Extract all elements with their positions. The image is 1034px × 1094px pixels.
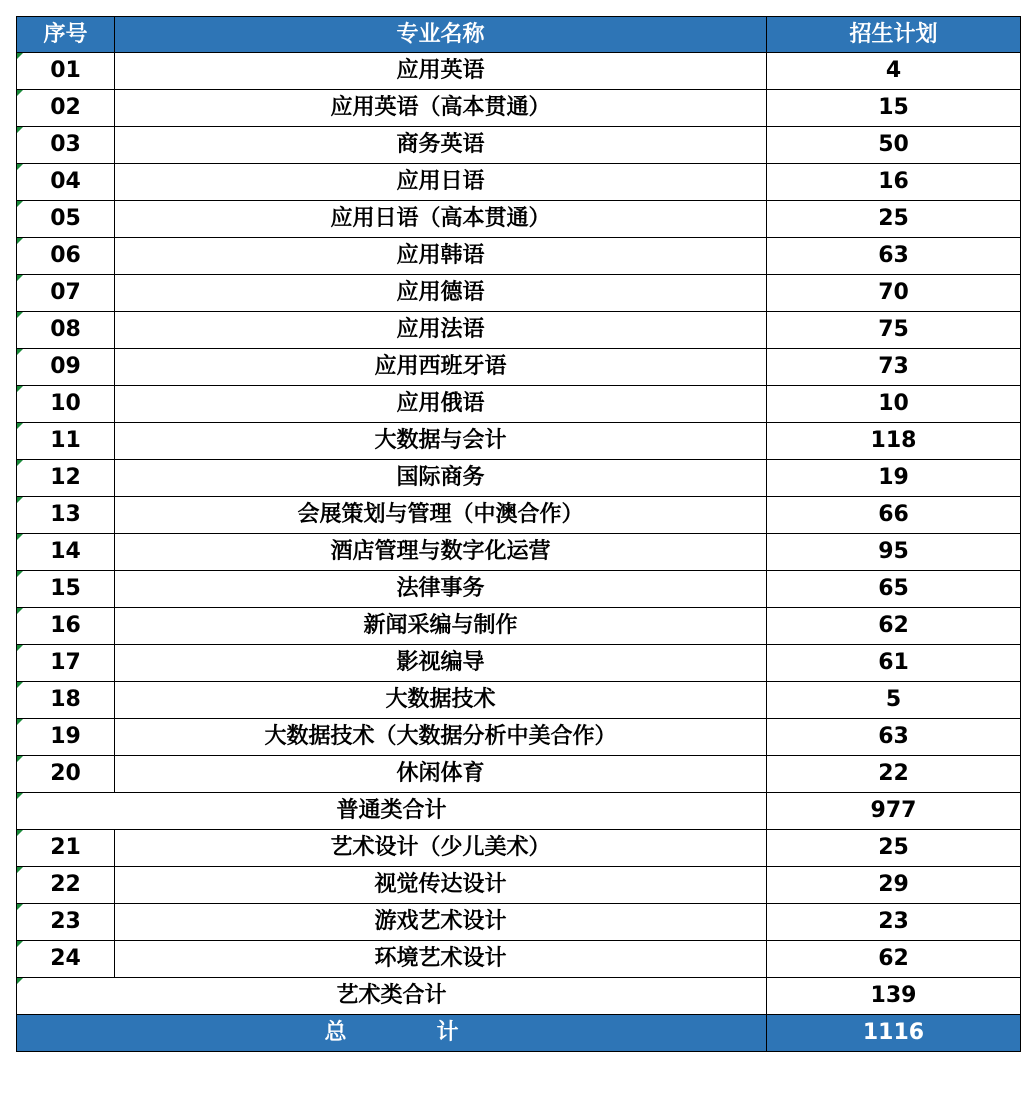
row-major-name: 会展策划与管理（中澳合作） [115, 497, 767, 534]
row-plan: 25 [767, 201, 1021, 238]
table-row [17, 127, 1021, 164]
row-plan: 22 [767, 756, 1021, 793]
row-seq: 15 [17, 571, 115, 608]
table-row [17, 941, 1021, 978]
row-seq: 07 [17, 275, 115, 312]
row-major-name: 应用韩语 [115, 238, 767, 275]
row-major-name: 应用日语 [115, 164, 767, 201]
row-plan: 10 [767, 386, 1021, 423]
row-major-name: 应用西班牙语 [115, 349, 767, 386]
table-row [17, 830, 1021, 867]
row-seq: 12 [17, 460, 115, 497]
row-plan: 95 [767, 534, 1021, 571]
row-seq: 09 [17, 349, 115, 386]
row-plan: 70 [767, 275, 1021, 312]
row-seq: 14 [17, 534, 115, 571]
row-major-name: 游戏艺术设计 [115, 904, 767, 941]
header-seq: 序号 [17, 17, 115, 53]
table-row [17, 90, 1021, 127]
row-plan: 61 [767, 645, 1021, 682]
table-row [17, 349, 1021, 386]
row-seq: 04 [17, 164, 115, 201]
table-row [17, 460, 1021, 497]
table-row [17, 238, 1021, 275]
row-seq: 23 [17, 904, 115, 941]
row-plan: 63 [767, 719, 1021, 756]
header-enrollment-plan: 招生计划 [767, 17, 1021, 53]
row-seq: 16 [17, 608, 115, 645]
table-row [17, 904, 1021, 941]
row-major-name: 应用德语 [115, 275, 767, 312]
row-major-name: 大数据技术 [115, 682, 767, 719]
row-plan: 19 [767, 460, 1021, 497]
row-seq: 08 [17, 312, 115, 349]
table-row [17, 497, 1021, 534]
row-seq: 03 [17, 127, 115, 164]
row-seq: 22 [17, 867, 115, 904]
row-plan: 15 [767, 90, 1021, 127]
row-seq: 20 [17, 756, 115, 793]
table-row [17, 423, 1021, 460]
row-plan: 16 [767, 164, 1021, 201]
row-plan: 50 [767, 127, 1021, 164]
row-major-name: 国际商务 [115, 460, 767, 497]
table-row [17, 719, 1021, 756]
table-row [17, 275, 1021, 312]
row-major-name: 影视编导 [115, 645, 767, 682]
table-row [17, 608, 1021, 645]
row-plan: 66 [767, 497, 1021, 534]
row-major-name: 应用日语（高本贯通） [115, 201, 767, 238]
row-plan: 4 [767, 53, 1021, 90]
table-row [17, 534, 1021, 571]
row-major-name: 休闲体育 [115, 756, 767, 793]
table-row [17, 53, 1021, 90]
table-row [17, 312, 1021, 349]
art-subtotal-label: 艺术类合计 [17, 978, 767, 1015]
row-plan: 25 [767, 830, 1021, 867]
grand-total-row [17, 1015, 1021, 1052]
row-seq: 17 [17, 645, 115, 682]
row-plan: 118 [767, 423, 1021, 460]
table-row [17, 867, 1021, 904]
grand-total-label [17, 1015, 767, 1052]
table-row [17, 756, 1021, 793]
row-plan: 29 [767, 867, 1021, 904]
row-seq: 19 [17, 719, 115, 756]
row-major-name: 新闻采编与制作 [115, 608, 767, 645]
row-plan: 62 [767, 941, 1021, 978]
general-subtotal-row [17, 793, 1021, 830]
grand-total-label-right: 计 [436, 1020, 459, 1045]
general-subtotal-value: 977 [767, 793, 1021, 830]
table-row [17, 645, 1021, 682]
general-subtotal-label: 普通类合计 [17, 793, 767, 830]
row-major-name: 应用俄语 [115, 386, 767, 423]
row-plan: 65 [767, 571, 1021, 608]
row-major-name: 艺术设计（少儿美术） [115, 830, 767, 867]
row-major-name: 应用法语 [115, 312, 767, 349]
row-seq: 11 [17, 423, 115, 460]
art-subtotal-value: 139 [767, 978, 1021, 1015]
grand-total-label-left: 总 [324, 1020, 347, 1045]
row-plan: 73 [767, 349, 1021, 386]
row-seq: 05 [17, 201, 115, 238]
row-seq: 10 [17, 386, 115, 423]
row-major-name: 环境艺术设计 [115, 941, 767, 978]
row-seq: 06 [17, 238, 115, 275]
row-plan: 23 [767, 904, 1021, 941]
row-seq: 24 [17, 941, 115, 978]
row-plan: 75 [767, 312, 1021, 349]
row-major-name: 视觉传达设计 [115, 867, 767, 904]
row-major-name: 大数据技术（大数据分析中美合作） [115, 719, 767, 756]
row-seq: 13 [17, 497, 115, 534]
header-row [17, 17, 1021, 53]
header-major-name: 专业名称 [115, 17, 767, 53]
grand-total-value: 1116 [767, 1015, 1021, 1052]
table-row [17, 386, 1021, 423]
row-seq: 01 [17, 53, 115, 90]
row-major-name: 商务英语 [115, 127, 767, 164]
row-major-name: 应用英语（高本贯通） [115, 90, 767, 127]
row-major-name: 大数据与会计 [115, 423, 767, 460]
row-seq: 02 [17, 90, 115, 127]
row-plan: 5 [767, 682, 1021, 719]
row-major-name: 法律事务 [115, 571, 767, 608]
table-row [17, 201, 1021, 238]
table-row [17, 682, 1021, 719]
row-major-name: 酒店管理与数字化运营 [115, 534, 767, 571]
row-plan: 63 [767, 238, 1021, 275]
table-row [17, 571, 1021, 608]
enrollment-plan-table [16, 16, 1021, 1052]
row-seq: 18 [17, 682, 115, 719]
row-seq: 21 [17, 830, 115, 867]
art-subtotal-row [17, 978, 1021, 1015]
row-major-name: 应用英语 [115, 53, 767, 90]
row-plan: 62 [767, 608, 1021, 645]
table-row [17, 164, 1021, 201]
